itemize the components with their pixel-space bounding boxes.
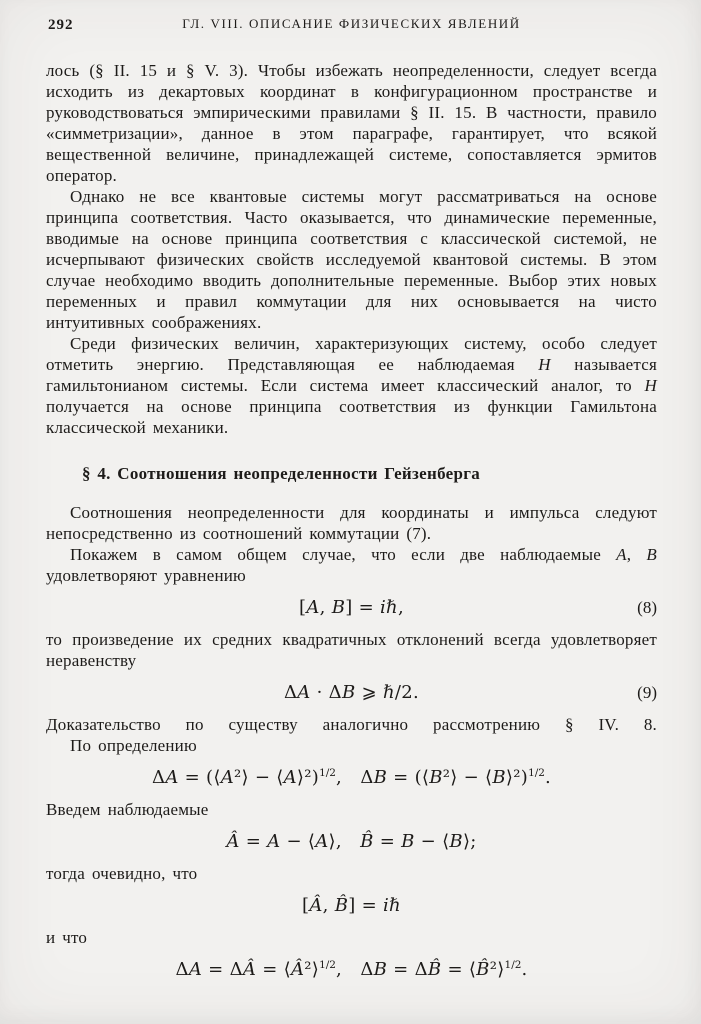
equation-final-deviations: [46, 957, 657, 982]
equation-8-number: (8): [637, 597, 657, 617]
equation-9-formula: ΔA · ΔB ⩾ ℏ/2.: [283, 682, 419, 703]
paragraph-continuation: Доказательство по существу аналогично рассмотрению § IV. 8.: [46, 715, 657, 734]
paragraph: Среди физических величин, характеризующих систему, особо следует отметить энергию. Представляющая ее наблюдаемая H называется гамильтонианом системы. Если система имеет классический аналог, то H получается на основе принципа соответствия из функции Гамильтона классической механики.: [46, 334, 657, 437]
paragraph-continuation: то произведение их средних квадратичных отклонений всегда удовлетворяет неравенству: [46, 630, 657, 670]
section-heading: § 4. Соотношения неопределенности Гейзенберга: [82, 464, 481, 483]
paragraph: Однако не все квантовые системы могут рассматриваться на основе принципа соответствия. Часто оказывается, что динамические переменные, вводимые на основе принципа соответствия с классической системой, не исчерпывают физических свойств исследуемой квантовой системы. В этом случае необходимо вводить дополнительные переменные. Выбор этих новых переменных и правил коммутации для них основывается на чисто интуитивных соображениях.: [46, 187, 657, 332]
equation-9: [46, 680, 657, 705]
paragraph-continuation: тогда очевидно, что: [46, 864, 198, 883]
page-number: 292: [48, 17, 74, 33]
equation-hat-observables: [46, 829, 657, 854]
paragraph: По определению: [70, 736, 197, 755]
equation-definition-formula: ΔA = (⟨A²⟩ − ⟨A⟩²)$^{1/2}$, ΔB = (⟨B²⟩ − ⟨B⟩²)$^{1/2}$.: [152, 767, 551, 788]
paragraph-continuation: лось (§ II. 15 и § V. 3). Чтобы избежать неопределенности, следует всегда исходить из декартовых координат в конфигурационном пространстве и руководствоваться эмпирическими правилами § II. 15. В частности, правило «симметризации», данное в этом параграфе, гарантирует, что всякой вещественной величине, принадлежащей системе, сопоставляется эрмитов оператор.: [46, 61, 657, 185]
page-body: [46, 60, 657, 982]
equation-9-number: (9): [637, 682, 657, 702]
running-header: ГЛ. VIII. ОПИСАНИЕ ФИЗИЧЕСКИХ ЯВЛЕНИЙ: [182, 16, 521, 31]
equation-hat-observables-formula: Â = A − ⟨A⟩, B̂ = B − ⟨B⟩;: [226, 831, 477, 852]
paragraph-continuation: Введем наблюдаемые: [46, 800, 209, 819]
paragraph: Соотношения неопределенности для координаты и импульса следуют непосредственно из соотношений коммутации (7).: [46, 503, 657, 543]
equation-definition: [46, 765, 657, 790]
equation-8: [46, 595, 657, 620]
equation-8-formula: [A, B] = iℏ,: [299, 597, 404, 618]
equation-hat-commutator: [46, 893, 657, 918]
equation-final-deviations-formula: ΔA = ΔÂ = ⟨Â²⟩$^{1/2}$, ΔB = ΔB̂ = ⟨B̂²⟩$^{1/2}$.: [175, 959, 528, 980]
equation-hat-commutator-formula: [Â, B̂] = iℏ: [302, 895, 401, 916]
paragraph-continuation: и что: [46, 928, 88, 947]
page-header: [46, 16, 657, 36]
paragraph: Покажем в самом общем случае, что если две наблюдаемые A, B удовлетворяют уравнению: [46, 545, 657, 585]
